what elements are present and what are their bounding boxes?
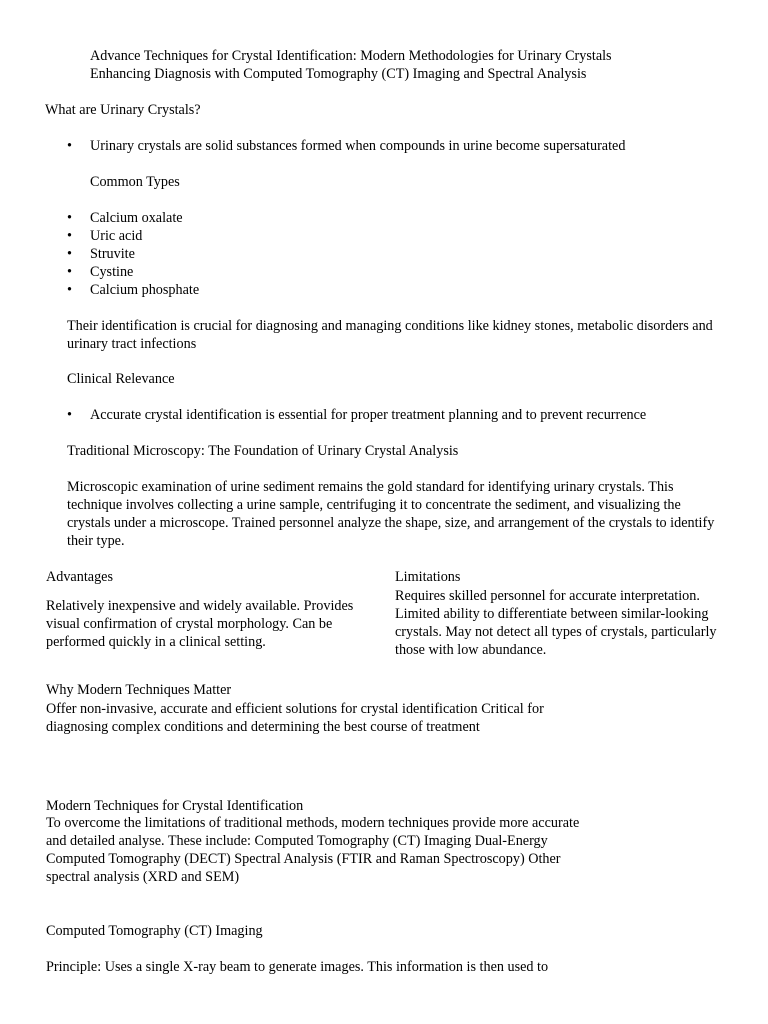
ct-principle-text: Principle: Uses a single X-ray beam to generate images. This information is then used to [46,959,549,975]
why-modern-body: Offer non-invasive, accurate and efficient solutions for crystal identification Critical for diagnosing complex conditions and determining the best course of treatment [46,701,544,735]
limitations-heading: Limitations [395,569,461,585]
title-line-2: Enhancing Diagnosis with Computed Tomography (CT) Imaging and Spectral Analysis [90,66,587,82]
advantages-heading: Advantages [46,569,113,585]
title-line-1: Advance Techniques for Crystal Identification: Modern Methodologies for Urinary Crystals [90,48,612,64]
list-item: • Struvite [90,245,199,263]
limitations-body: Requires skilled personnel for accurate interpretation. Limited ability to differentiate between similar-looking crystals. May not detect all types of crystals, particularly those with low abundance. [395,588,717,658]
why-modern-heading: Why Modern Techniques Matter [46,682,232,698]
document-title [90,47,760,83]
modern-techniques-heading: Modern Techniques for Crystal Identification [46,798,304,814]
common-types-heading: Common Types [90,174,180,190]
clinical-heading: Clinical Relevance [67,371,175,387]
list-item: • Calcium phosphate [90,281,199,299]
what-are-list [90,137,625,155]
what-are-heading: What are Urinary Crystals? [45,102,201,118]
clinical-list [90,406,646,424]
identification-paragraph: Their identification is crucial for diagnosing and managing conditions like kidney stones, metabolic disorders and urinary tract infections [67,318,713,352]
list-item: • Uric acid [90,227,199,245]
microscopy-body: Microscopic examination of urine sediment remains the gold standard for identifying urinary crystals. This technique involves collecting a urine sample, centrifuging it to concentrate the sediment, and visualizing the crystals under a microscope. Trained personnel analyze the shape, size, and arrangement of the crystals to identify their type. [67,479,715,549]
list-item: • Accurate crystal identification is essential for proper treatment planning and to prevent recurrence [90,406,646,424]
microscopy-heading: Traditional Microscopy: The Foundation of Urinary Crystal Analysis [67,443,459,459]
list-item: • Cystine [90,263,199,281]
list-item: • Urinary crystals are solid substances formed when compounds in urine become supersaturated [90,137,625,155]
list-item: • Calcium oxalate [90,209,199,227]
modern-techniques-body: To overcome the limitations of traditional methods, modern techniques provide more accurate and detailed analyse. These include: Computed Tomography (CT) Imaging Dual-Energy Computed Tomography (DECT) Spectral Analysis (FTIR and Raman Spectroscopy) Other spectral analysis (XRD and SEM) [46,815,580,885]
common-types-list [90,209,199,299]
ct-imaging-heading: Computed Tomography (CT) Imaging [46,923,263,939]
advantages-body: Relatively inexpensive and widely available. Provides visual confirmation of crystal morphology. Can be performed quickly in a clinical setting. [46,598,354,650]
